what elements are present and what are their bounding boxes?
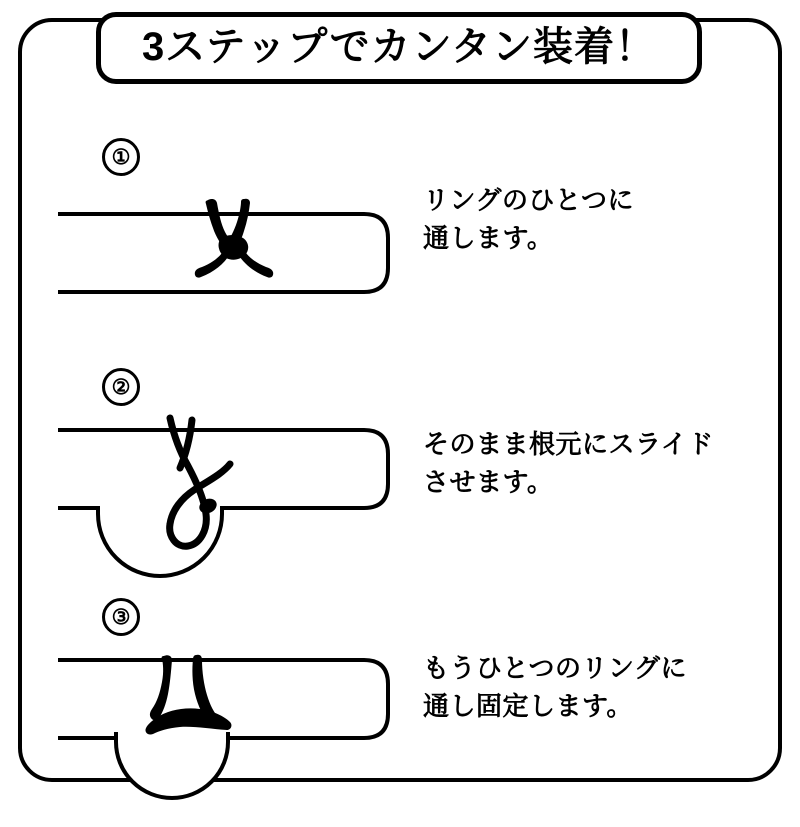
step-illustration-1 [58, 172, 408, 332]
page-title: 3ステップでカンタン装着！ [141, 25, 657, 69]
step-number-badge: ③ [102, 598, 140, 636]
title-banner [96, 12, 702, 84]
step-illustration-3 [58, 632, 408, 792]
step-caption: そのまま根元にスライド させます。 [423, 429, 714, 497]
step-item [18, 350, 782, 568]
step-caption: リングのひとつに 通します。 [423, 185, 634, 253]
step-item [18, 580, 782, 798]
step-item [18, 120, 782, 338]
step-caption: もうひとつのリングに 通し固定します。 [423, 653, 687, 721]
step-number-badge: ② [102, 368, 140, 406]
step-illustration-2 [58, 402, 408, 562]
step-number-badge: ① [102, 138, 140, 176]
steps-list [18, 110, 782, 778]
